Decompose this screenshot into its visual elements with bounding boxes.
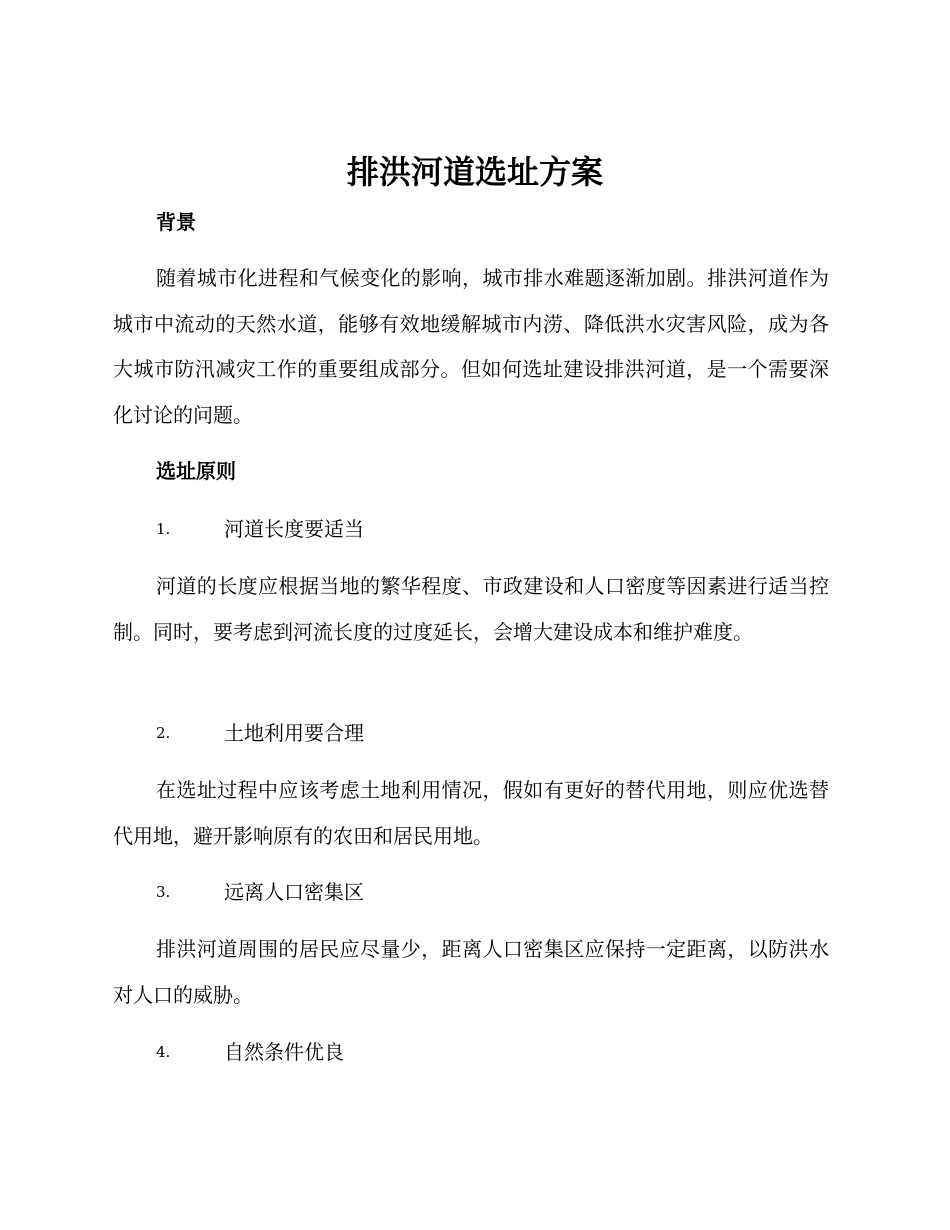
section-heading-background: 背景 [156,210,196,234]
principle-1-paragraph: 河道的长度应根据当地的繁华程度、市政建设和人口密度等因素进行适当控制。同时，要考虑到河流长度的过度延长，会增大建设成本和维护难度。 [113,574,829,644]
list-number: 4. [156,1043,171,1061]
list-item-label: 河道长度要适当 [224,517,364,541]
list-item-label: 土地利用要合理 [224,721,364,745]
list-number: 2. [156,724,171,742]
list-number: 3. [156,883,171,901]
principle-2-paragraph: 在选址过程中应该考虑土地利用情况，假如有更好的替代用地，则应优选替代用地，避开影响原有的农田和居民用地。 [113,778,829,848]
background-paragraph: 随着城市化进程和气候变化的影响，城市排水难题逐渐加剧。排洪河道作为城市中流动的天然水道，能够有效地缓解城市内涝、降低洪水灾害风险，成为各大城市防汛减灾工作的重要组成部分。但如何选址建设排洪河道，是一个需要深化讨论的问题。 [113,266,829,427]
section-heading-principles: 选址原则 [156,459,236,483]
list-item-label: 自然条件优良 [224,1040,344,1064]
list-item-label: 远离人口密集区 [224,880,364,904]
document-title: 排洪河道选址方案 [346,153,603,191]
list-number: 1. [156,520,171,538]
principle-3-paragraph: 排洪河道周围的居民应尽量少，距离人口密集区应保持一定距离，以防洪水对人口的威胁。 [113,937,829,1007]
